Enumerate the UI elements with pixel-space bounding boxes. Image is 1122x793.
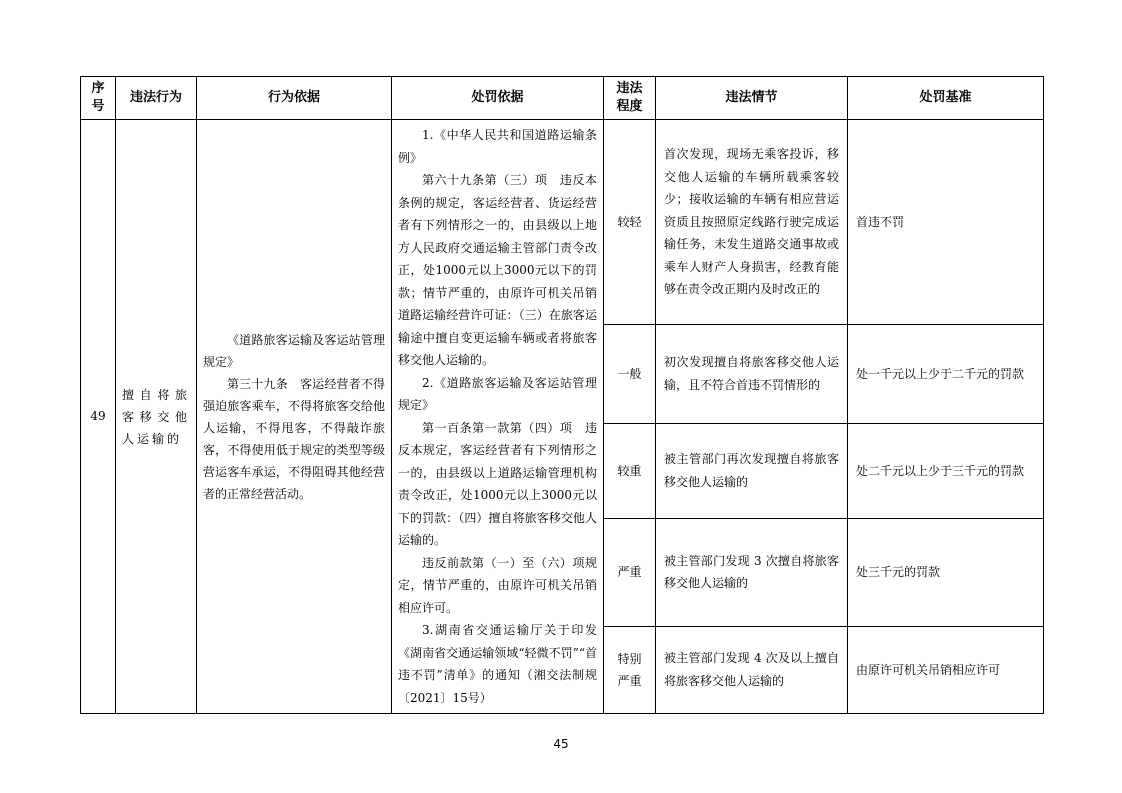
standard-level-2: 处一千元以上少于二千元的罚款 <box>848 325 1044 423</box>
behavior-basis-title: 《道路旅客运输及客运站管理规定》 <box>203 332 385 369</box>
degree-level-4: 严重 <box>604 518 656 626</box>
header-row <box>81 77 1044 120</box>
header-seq: 序号 <box>81 77 116 120</box>
standard-level-5: 由原许可机关吊销相应许可 <box>848 626 1044 713</box>
standard-level-1: 首违不罚 <box>848 120 1044 325</box>
penalty-basis-item-2-article: 第一百条第一款第（四）项 违反本规定，客运经营者有下列情形之一的，由县级以上道路运输管理机构责令改正，处1000元以上3000元以下的罚款：（四）擅自将旅客移交他人运输的。 <box>398 420 597 547</box>
circumstance-level-1: 首次发现，现场无乘客投诉，移交他人运输的车辆所载乘客较少；接收运输的车辆有相应营运资质且按照原定线路行驶完成运输任务，未发生道路交通事故或乘车人财产人身损害，经教育能够在责令改正期内及时改正的 <box>656 120 848 325</box>
header-behavior-basis: 行为依据 <box>197 77 392 120</box>
row-behavior-basis <box>197 120 392 714</box>
header-degree: 违法程度 <box>604 77 656 120</box>
penalty-basis-item-2-clause: 违反前款第（一）至（六）项规定，情节严重的，由原许可机关吊销相应许可。 <box>398 555 597 615</box>
degree-level-1: 较轻 <box>604 120 656 325</box>
row-behavior: 擅自将旅客移交他人运输的 <box>116 120 197 714</box>
row-seq: 49 <box>81 120 116 714</box>
header-behavior: 违法行为 <box>116 77 197 120</box>
behavior-basis-article: 第三十九条 客运经营者不得强迫旅客乘车，不得将旅客交给他人运输，不得甩客，不得敲诈旅客，不得使用低于规定的类型等级营运客车承运，不得阻碍其他经营者的正常经营活动。 <box>203 376 385 501</box>
degree-level-3: 较重 <box>604 423 656 518</box>
circumstance-level-2: 初次发现擅自将旅客移交他人运输，且不符合首违不罚情形的 <box>656 325 848 423</box>
header-penalty-basis: 处罚依据 <box>392 77 604 120</box>
penalty-basis-item-1: 1.《中华人民共和国道路运输条例》 <box>398 128 597 165</box>
circumstance-level-4: 被主管部门发现 3 次擅自将旅客移交他人运输的 <box>656 518 848 626</box>
header-circumstance: 违法情节 <box>656 77 848 120</box>
table-row-level-1 <box>81 120 1044 325</box>
circumstance-level-5: 被主管部门发现 4 次及以上擅自将旅客移交他人运输的 <box>656 626 848 713</box>
penalty-standard-table <box>80 76 1044 714</box>
penalty-basis-item-1-article: 第六十九条第（三）项 违反本条例的规定，客运经营者、货运经营者有下列情形之一的，由县级以上地方人民政府交通运输主管部门责令改正，处1000元以上3000元以下的罚款；情节严重的，由原许可机关吊销道路运输经营许可证：（三）在旅客运输途中擅自变更运输车辆或者将旅客移交他人运输的。 <box>398 173 597 367</box>
penalty-basis-item-2: 2.《道路旅客运输及客运站管理规定》 <box>398 375 597 412</box>
header-standard: 处罚基准 <box>848 77 1044 120</box>
page-number: 45 <box>553 737 569 751</box>
row-penalty-basis <box>392 120 604 714</box>
degree-level-5: 特别严重 <box>604 626 656 713</box>
degree-level-2: 一般 <box>604 325 656 423</box>
penalty-basis-item-3: 3.湖南省交通运输厅关于印发《湖南省交通运输领域“轻微不罚”“首违不罚”清单》的通知（湘交法制规〔2021〕15号） <box>398 623 597 705</box>
standard-level-3: 处二千元以上少于三千元的罚款 <box>848 423 1044 518</box>
circumstance-level-3: 被主管部门再次发现擅自将旅客移交他人运输的 <box>656 423 848 518</box>
standard-level-4: 处三千元的罚款 <box>848 518 1044 626</box>
